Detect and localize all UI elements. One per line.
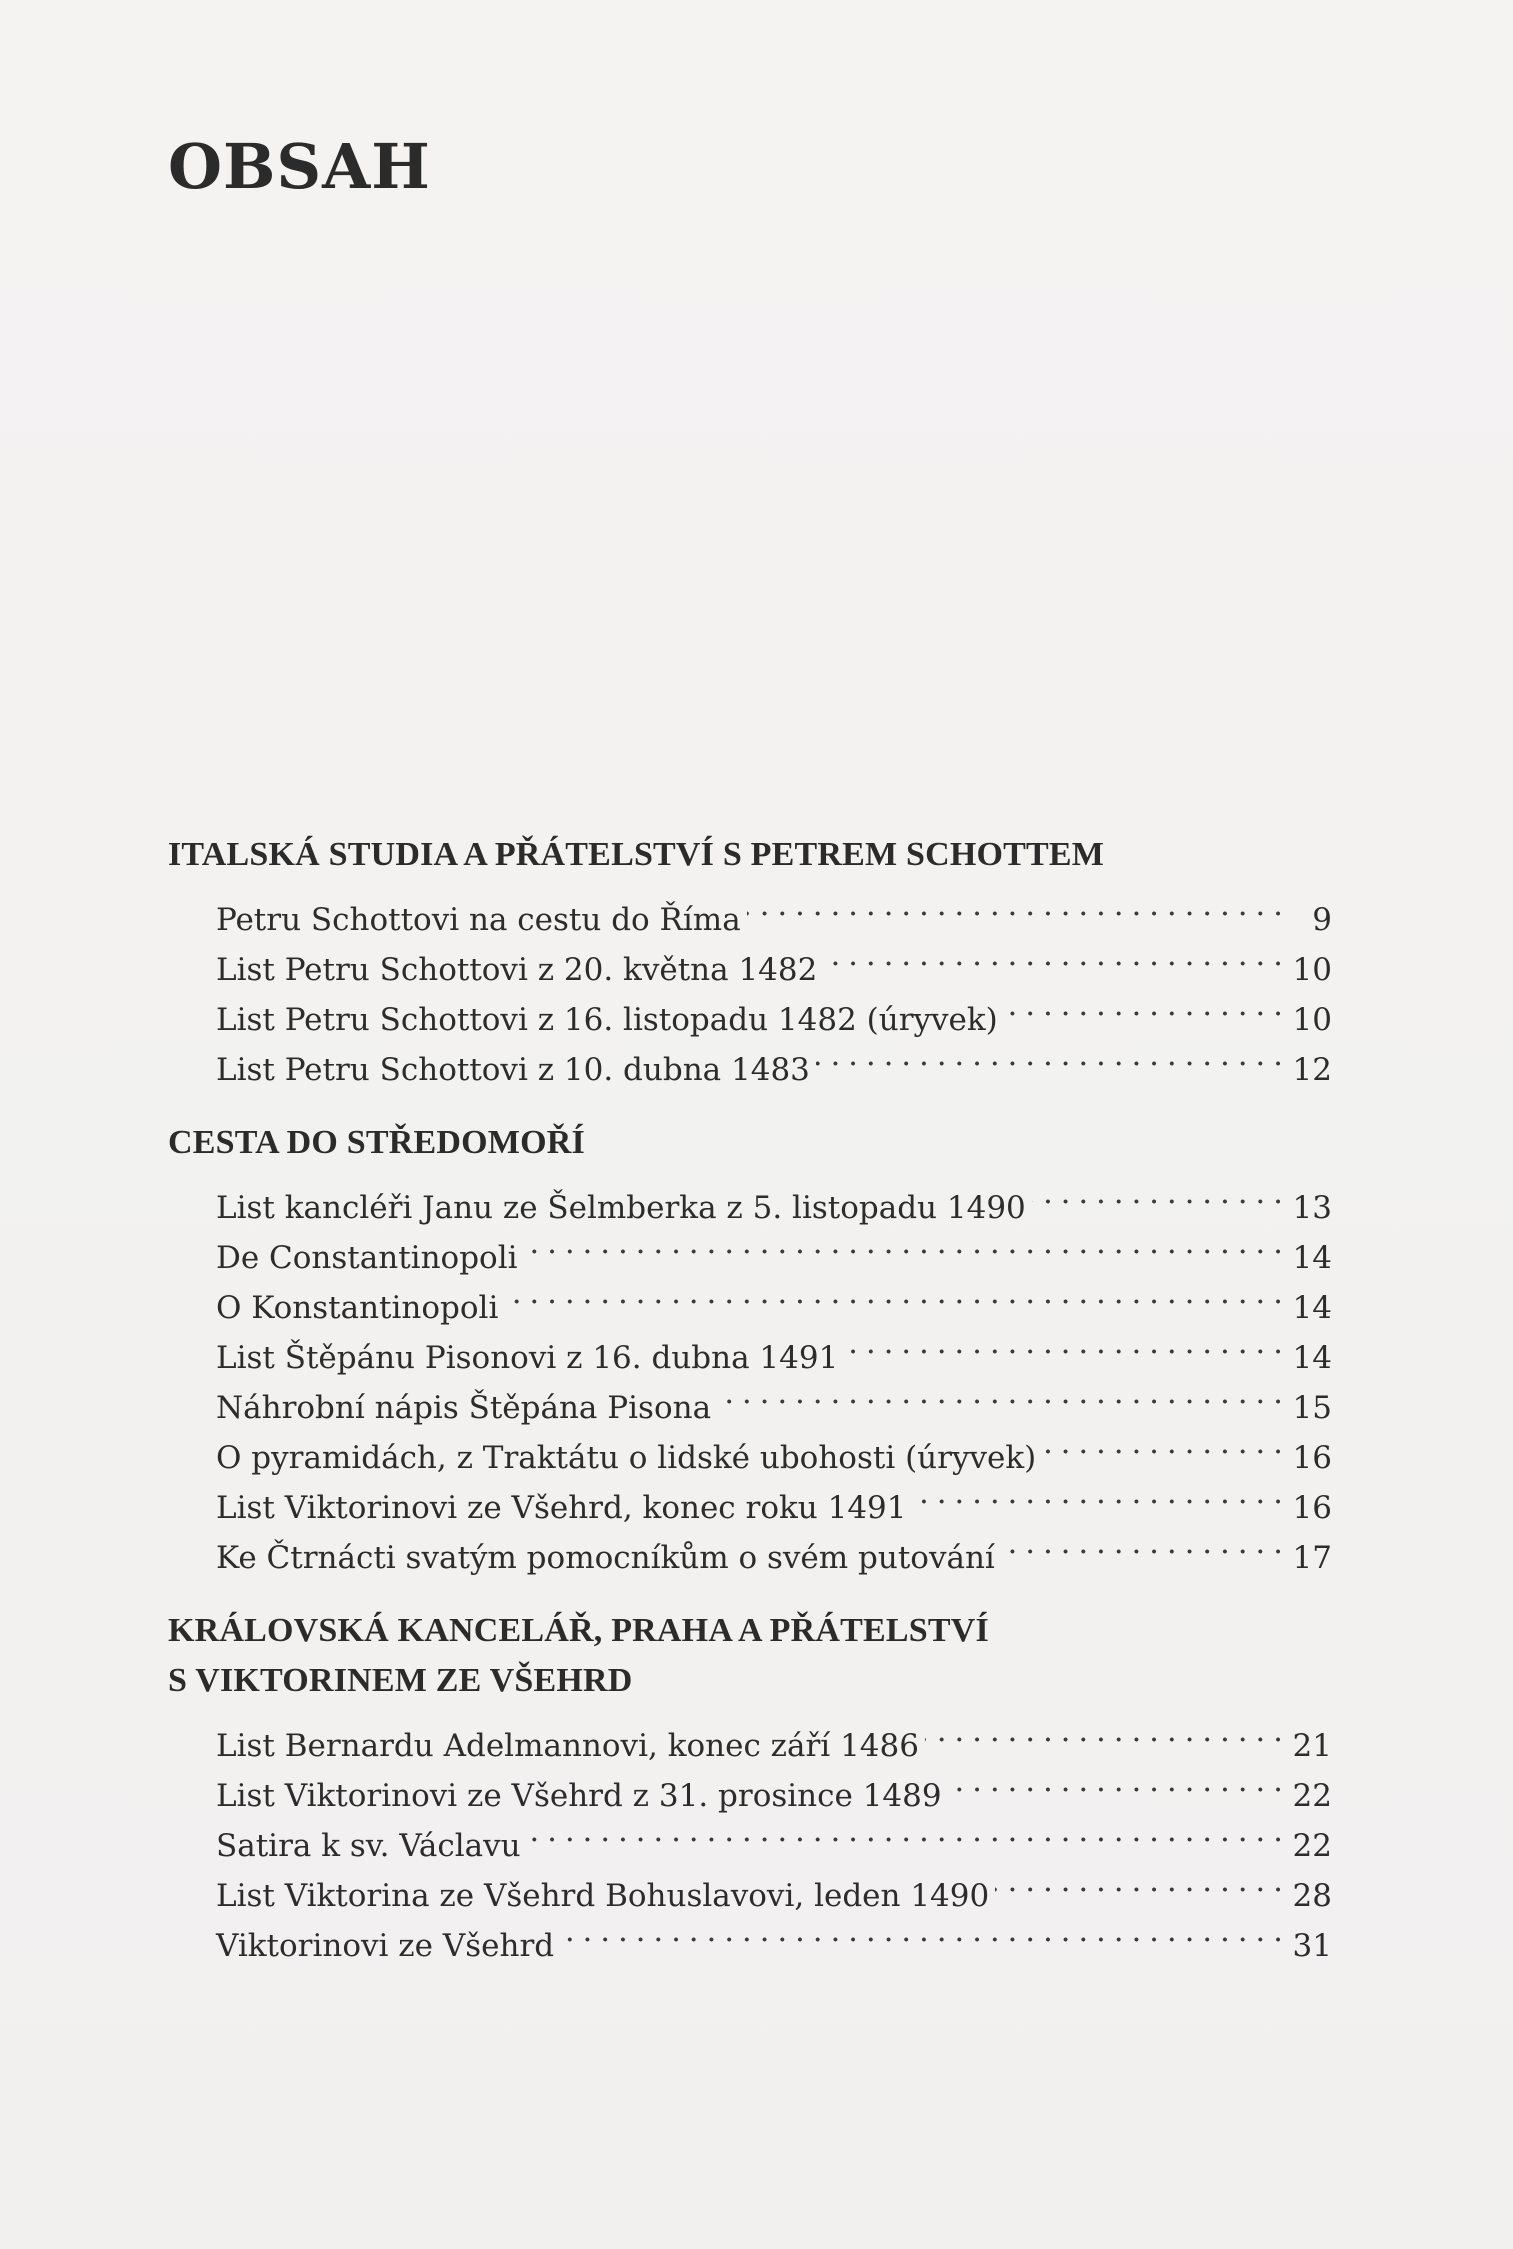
entry-page-number: 9 [1312,902,1332,938]
entry-page-number: 28 [1292,1878,1332,1914]
entry-page-number: 10 [1292,952,1332,988]
entry-title: List Viktorina ze Všehrd Bohuslavovi, leden 1490 [216,1878,990,1914]
page-title: OBSAH [168,130,431,203]
toc-entry [168,1168,1332,1226]
entry-page-number: 15 [1292,1390,1332,1426]
toc-section [168,830,1332,1088]
section-heading-line: ITALSKÁ STUDIA A PŘÁTELSTVÍ S PETREM SCHOTTEM [168,836,1105,873]
entry-page-number: 10 [1292,1002,1332,1038]
entry-title: List Štěpánu Pisonovi z 16. dubna 1491 [216,1340,839,1376]
dot-leader [1042,1418,1282,1468]
dot-leader [1032,1168,1282,1218]
entry-page-number: 14 [1292,1240,1332,1276]
entry-title: Náhrobní nápis Štěpána Pisona [216,1390,712,1426]
dot-leader [925,1706,1282,1756]
section-heading-line: S VIKTORINEM ZE VŠEHRD [168,1662,633,1699]
entry-title: List Viktorinovi ze Všehrd, konec roku 1491 [216,1490,907,1526]
dot-leader [1004,980,1282,1030]
entry-title: List kancléři Janu ze Šelmberka z 5. listopadu 1490 [216,1190,1026,1226]
dot-leader [747,880,1282,930]
entry-page-number: 16 [1292,1490,1332,1526]
dot-leader [717,1368,1282,1418]
dot-leader [816,1030,1282,1080]
entry-page-number: 16 [1292,1440,1332,1476]
section-entries [168,1168,1332,1576]
entry-page-number: 17 [1292,1540,1332,1576]
entry-title: De Constantinopoli [216,1240,518,1276]
entry-page-number: 13 [1292,1190,1332,1226]
entry-page-number: 14 [1292,1290,1332,1326]
entry-page-number: 21 [1292,1728,1332,1764]
entry-page-number: 22 [1292,1828,1332,1864]
entry-title: List Petru Schottovi z 16. listopadu 1482 (úryvek) [216,1002,998,1038]
entry-page-number: 22 [1292,1778,1332,1814]
entry-title: O pyramidách, z Traktátu o lidské ubohosti (úryvek) [216,1440,1037,1476]
dot-leader [844,1318,1282,1368]
dot-leader [524,1218,1282,1268]
dot-leader [913,1468,1283,1518]
section-heading-line: KRÁLOVSKÁ KANCELÁŘ, PRAHA A PŘÁTELSTVÍ [168,1612,989,1649]
toc-entry [168,880,1332,938]
entry-title: List Bernardu Adelmannovi, konec září 1486 [216,1728,919,1764]
entry-title: Ke Čtrnácti svatým pomocníkům o svém putování [216,1540,995,1576]
dot-leader [560,1906,1282,1956]
entry-title: Viktorinovi ze Všehrd [216,1928,555,1964]
dot-leader [527,1806,1282,1856]
toc-section [168,1118,1332,1576]
dot-leader [948,1756,1282,1806]
entry-page-number: 14 [1292,1340,1332,1376]
dot-leader [995,1856,1282,1906]
entry-title: Petru Schottovi na cestu do Říma [216,902,741,938]
entry-title: O Konstantinopoli [216,1290,499,1326]
entry-title: Satira k sv. Václavu [216,1828,521,1864]
section-heading-line: CESTA DO STŘEDOMOŘÍ [168,1124,585,1161]
section-heading [168,830,1332,880]
section-entries [168,880,1332,1088]
section-heading [168,1606,1332,1706]
table-of-contents [168,830,1332,1964]
section-heading [168,1118,1332,1168]
entry-title: List Viktorinovi ze Všehrd z 31. prosince 1489 [216,1778,942,1814]
toc-entry [168,1706,1332,1764]
section-entries [168,1706,1332,1964]
dot-leader [1001,1518,1282,1568]
toc-section [168,1606,1332,1964]
entry-page-number: 12 [1292,1052,1332,1088]
entry-title: List Petru Schottovi z 10. dubna 1483 [216,1052,810,1088]
dot-leader [504,1268,1282,1318]
entry-page-number: 31 [1292,1928,1332,1964]
entry-title: List Petru Schottovi z 20. května 1482 [216,952,818,988]
dot-leader [823,930,1282,980]
